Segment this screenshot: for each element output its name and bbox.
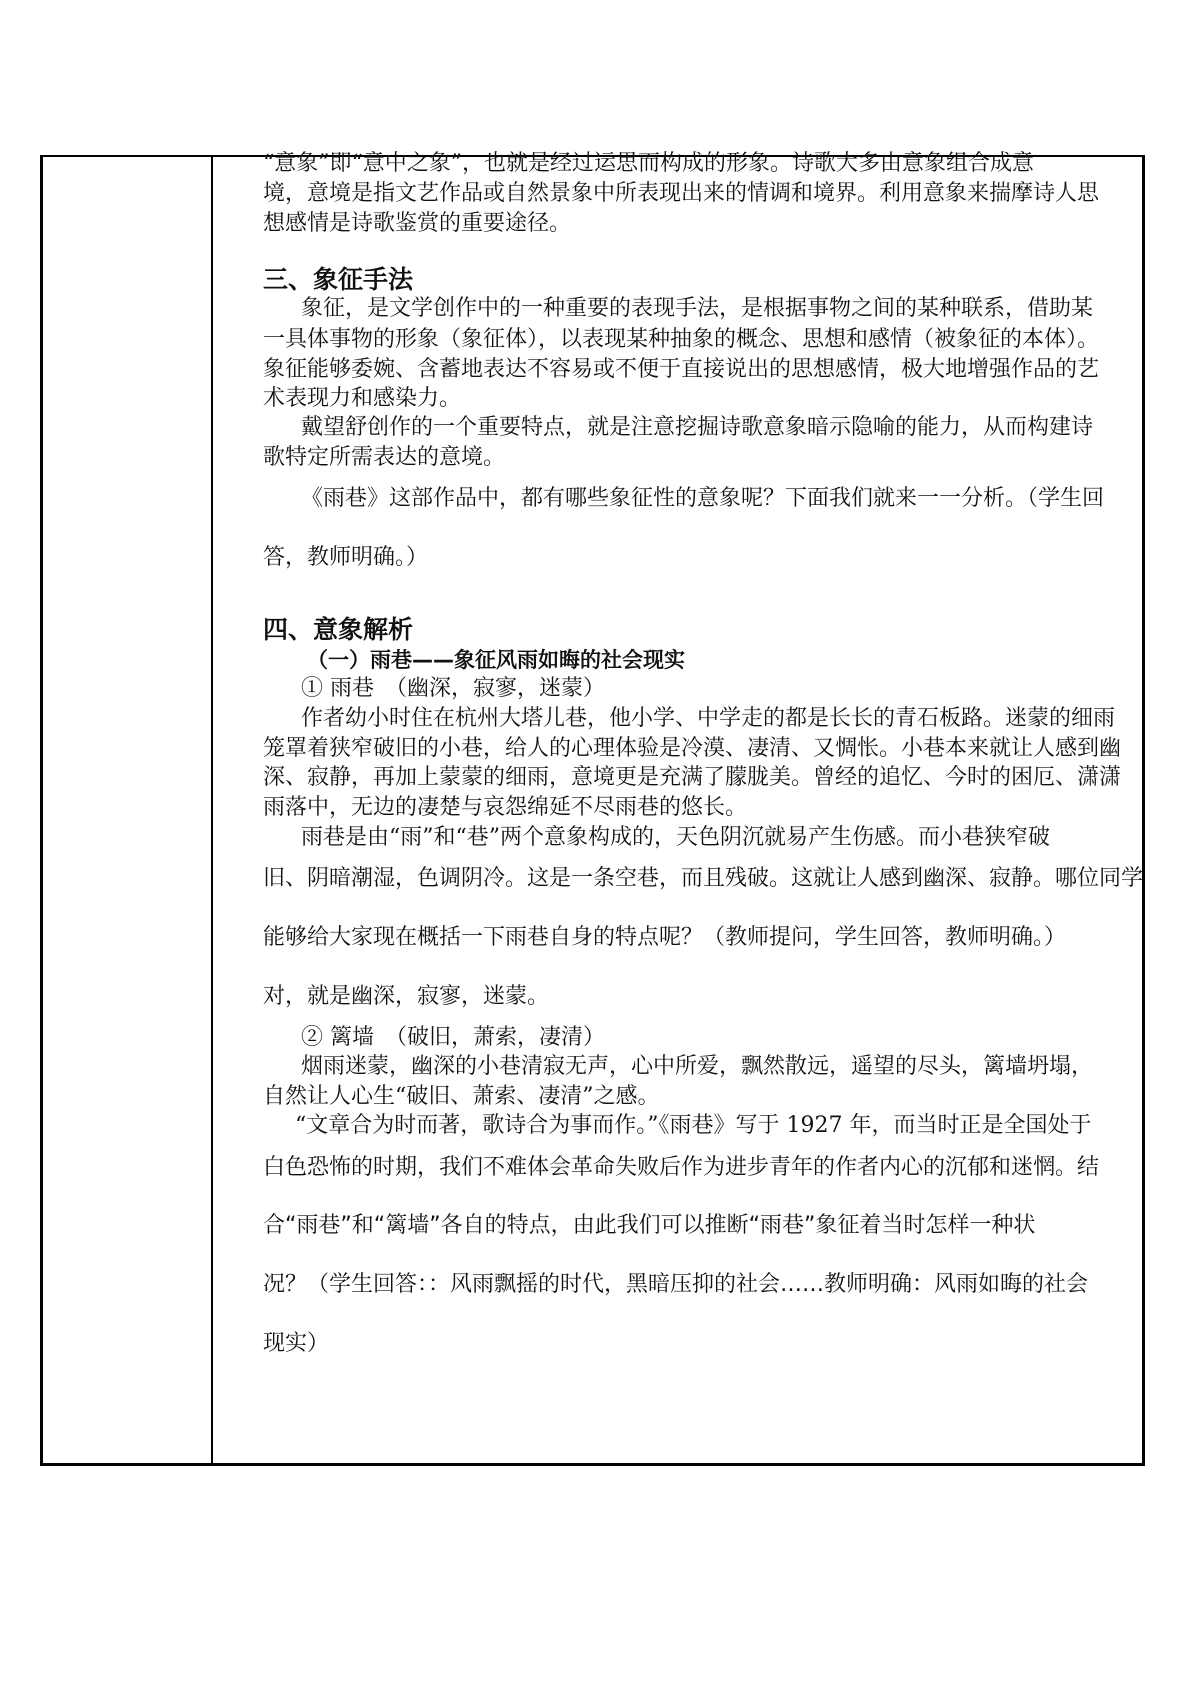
- text-line: 术表现力和感染力。: [263, 386, 462, 411]
- list-item: ② 篱墙 （破旧，萧索，凄清）: [301, 1025, 605, 1050]
- text-line: “意象”即“意中之象”，也就是经过运思而构成的形象。诗歌大多由意象组合成意: [263, 151, 1034, 176]
- subsection-heading: （一）雨巷——象征风雨如晦的社会现实: [307, 648, 685, 672]
- lesson-table: [40, 151, 1145, 1466]
- text-line: 笼罩着狭窄破旧的小巷，给人的心理体验是冷漠、凄清、又惆怅。小巷本来就让人感到幽: [263, 736, 1122, 761]
- text-line: 一具体事物的形象（象征体），以表现某种抽象的概念、思想和感情（被象征的本体）。: [263, 327, 1100, 352]
- text-line: 深、寂静，再加上蒙蒙的细雨，意境更是充满了朦胧美。曾经的追忆、今时的困厄、潇潇: [263, 765, 1122, 790]
- text-line: 合“雨巷”和“篱墙”各自的特点，由此我们可以推断“雨巷”象征着当时怎样一种状: [263, 1213, 1036, 1238]
- text-line: 答，教师明确。）: [263, 545, 429, 570]
- text-line: 雨巷是由“雨”和“巷”两个意象构成的，天色阴沉就易产生伤感。而小巷狭窄破: [301, 825, 1050, 850]
- text-line: 象征，是文学创作中的一种重要的表现手法，是根据事物之间的某种联系，借助某: [301, 296, 1094, 321]
- left-column-cell: [43, 157, 213, 1463]
- text-line: 作者幼小时住在杭州大塔儿巷，他小学、中学走的都是长长的青石板路。迷蒙的细雨: [301, 706, 1116, 731]
- list-item: ① 雨巷 （幽深，寂寥，迷蒙）: [301, 676, 605, 701]
- text-line: “文章合为时而著，歌诗合为事而作。”《雨巷》写于 1927 年，而当时正是全国处于: [295, 1113, 1092, 1138]
- section-heading: 四、意象解析: [263, 615, 414, 644]
- content-cell: [215, 151, 1144, 1463]
- text-line: 雨落中，无边的凄楚与哀怨绵延不尽雨巷的悠长。: [263, 795, 748, 820]
- text-line: 境，意境是指文艺作品或自然景象中所表现出来的情调和境界。利用意象来揣摩诗人思: [263, 181, 1100, 206]
- text-line: 《雨巷》这部作品中，都有哪些象征性的意象呢？下面我们就来一一分析。（学生回: [301, 486, 1105, 511]
- text-line: 烟雨迷蒙，幽深的小巷清寂无声，心中所爱，飘然散远，遥望的尽头，篱墙坍塌，: [301, 1054, 1094, 1079]
- section-heading: 三、象征手法: [263, 265, 414, 294]
- text-line: 旧、阴暗潮湿，色调阴冷。这是一条空巷，而且残破。这就让人感到幽深、寂静。哪位同学: [263, 866, 1144, 891]
- text-line: 白色恐怖的时期，我们不难体会革命失败后作为进步青年的作者内心的沉郁和迷惘。结: [263, 1155, 1100, 1180]
- text-line: 象征能够委婉、含蓄地表达不容易或不便于直接说出的思想感情，极大地增强作品的艺: [263, 357, 1100, 382]
- text-line: 况？（学生回答：：风雨飘摇的时代，黑暗压抑的社会……教师明确：风雨如晦的社会: [263, 1272, 1089, 1297]
- text-line: 歌特定所需表达的意境。: [263, 445, 506, 470]
- text-line: 想感情是诗歌鉴赏的重要途径。: [263, 211, 572, 236]
- text-line: 自然让人心生“破旧、萧索、凄清”之感。: [263, 1084, 660, 1109]
- text-line: 能够给大家现在概括一下雨巷自身的特点呢？（教师提问，学生回答，教师明确。）: [263, 925, 1067, 950]
- text-line: 戴望舒创作的一个重要特点，就是注意挖掘诗歌意象暗示隐喻的能力，从而构建诗: [301, 415, 1094, 440]
- text-line: 现实）: [263, 1331, 330, 1356]
- text-line: 对，就是幽深，寂寥，迷蒙。: [263, 984, 550, 1009]
